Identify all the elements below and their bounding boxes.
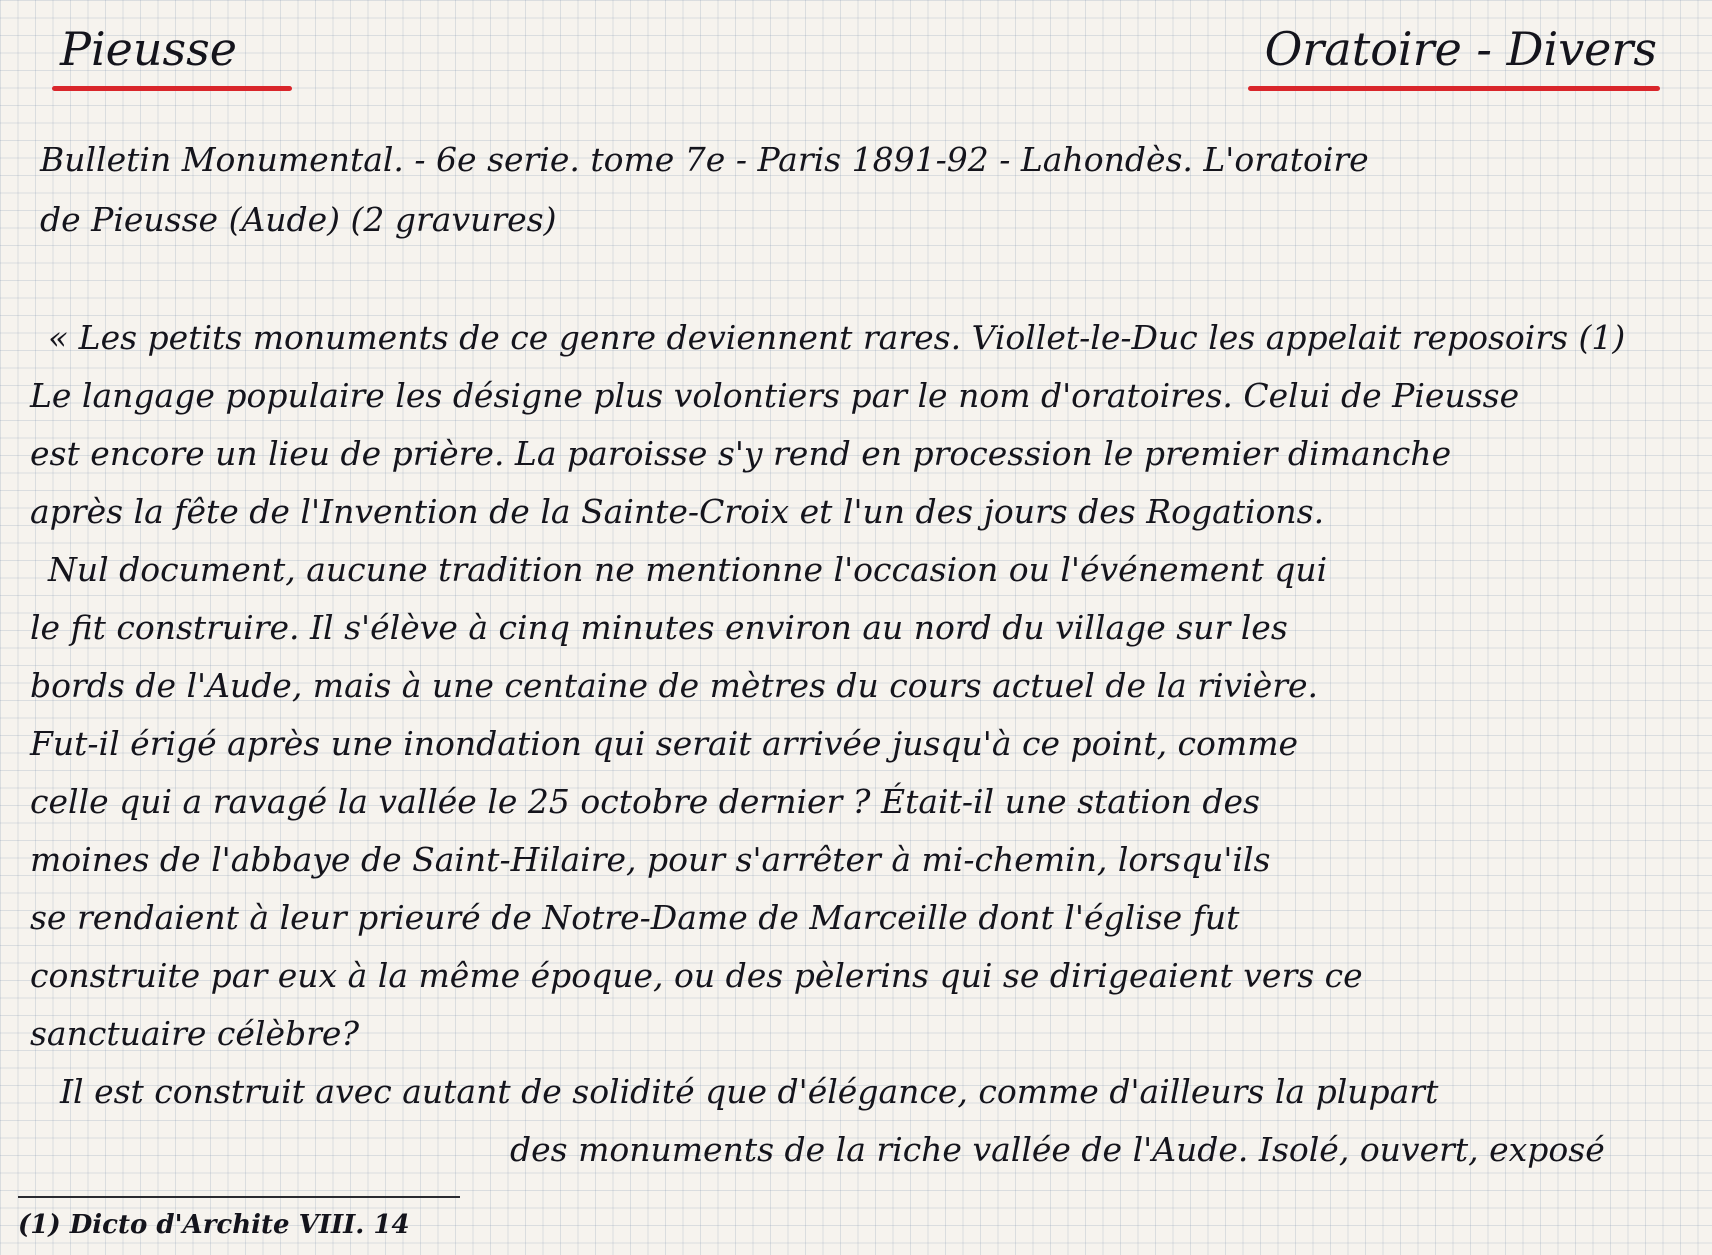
body-line: « Les petits monuments de ce genre deviennent rares. Viollet-le-Duc les appelait reposoirs (1): [48, 318, 1626, 357]
card-title-category: Oratoire - Divers: [1264, 22, 1657, 76]
footnote-rule: [18, 1196, 460, 1198]
body-line: Le langage populaire les désigne plus volontiers par le nom d'oratoires. Celui de Pieusse: [30, 376, 1520, 415]
body-line: construite par eux à la même époque, ou des pèlerins qui se dirigeaient vers ce: [30, 956, 1363, 995]
body-line: Nul document, aucune tradition ne mentionne l'occasion ou l'événement qui: [48, 550, 1328, 589]
body-line: moines de l'abbaye de Saint-Hilaire, pour s'arrêter à mi-chemin, lorsqu'ils: [30, 840, 1271, 879]
reference-line-2: de Pieusse (Aude) (2 gravures): [40, 200, 557, 239]
footnote: (1) Dicto d'Archite VIII. 14: [18, 1210, 410, 1240]
body-line: est encore un lieu de prière. La paroisse s'y rend en procession le premier dimanche: [30, 434, 1452, 473]
body-line: le fit construire. Il s'élève à cinq minutes environ au nord du village sur les: [30, 608, 1288, 647]
reference-line-1: Bulletin Monumental. - 6e serie. tome 7e - Paris 1891-92 - Lahondès. L'oratoire: [40, 140, 1369, 179]
card-title-place: Pieusse: [60, 22, 237, 76]
body-line: se rendaient à leur prieuré de Notre-Dame de Marceille dont l'église fut: [30, 898, 1240, 937]
title-underline-right: [1248, 86, 1660, 91]
body-line: des monuments de la riche vallée de l'Aude. Isolé, ouvert, exposé: [510, 1130, 1605, 1169]
body-line: celle qui a ravagé la vallée le 25 octobre dernier ? Était-il une station des: [30, 782, 1260, 821]
title-underline-left: [52, 86, 292, 91]
body-line: bords de l'Aude, mais à une centaine de mètres du cours actuel de la rivière.: [30, 666, 1319, 705]
body-line: Il est construit avec autant de solidité que d'élégance, comme d'ailleurs la plupart: [60, 1072, 1439, 1111]
body-line: Fut-il érigé après une inondation qui serait arrivée jusqu'à ce point, comme: [30, 724, 1299, 763]
body-line: sanctuaire célèbre?: [30, 1014, 360, 1053]
body-line: après la fête de l'Invention de la Sainte-Croix et l'un des jours des Rogations.: [30, 492, 1325, 531]
